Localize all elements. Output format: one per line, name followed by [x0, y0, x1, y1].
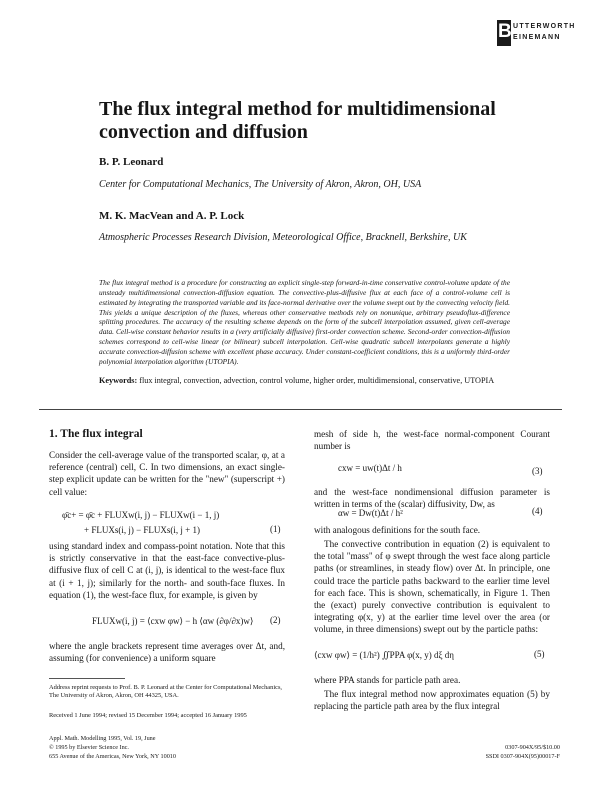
left-paragraph-2: using standard index and compass-point notation. Note that this is strictly conservative in that the east-face convective-plus-diffusive flux of cell C at (i, j), is identical to the west-face flux at (i + 1, j); similarly for the north- and south-face fluxes. In equation (1), the west-face flux, for example, is given by — [49, 541, 285, 600]
publisher-logo — [497, 20, 576, 46]
footnote-address: Address reprint requests to Prof. B. P. Leonard at the Center for Computational Mechanics, The University of Akron, Akron, OH 44325, USA. — [49, 684, 283, 700]
equation-5-number: (5) — [534, 649, 545, 659]
footer-copyright: © 1995 by Elsevier Science Inc. — [49, 744, 129, 751]
equation-1-number: (1) — [270, 524, 281, 534]
equation-5: ⟨cxw φw⟩ = (1/h²) ∬PPA φ(x, y) dξ dη — [314, 650, 454, 660]
equation-3-number: (3) — [532, 466, 543, 476]
section-heading: 1. The flux integral — [49, 428, 143, 440]
left-paragraph-1: Consider the cell-average value of the transported scalar, φ, at a reference (central) cell, C. In two dimensions, an exact single-step explicit update can be written for the "new" (superscript +) cell value: — [49, 450, 285, 497]
right-paragraph-6: The flux integral method now approximates equation (5) by replacing the particle path area by the flux integral — [314, 689, 550, 712]
right-paragraph-4: The convective contribution in equation (2) is equivalent to the total "mass" of φ swept through the west face along particle paths (or streamlines, in steady flow) over Δt. In principle, one could trace the particle paths backward to the earlier time level for each face. This is shown, schematically, in Figure 1. Then the (exact) purely convective contribution is equivalent to integrating φ(x, y) at the earlier time level over the area (or volume, in three dimensions) swept out by the particle paths: — [314, 539, 550, 635]
footnote-received: Received 1 June 1994; revised 15 December 1994; accepted 16 January 1995 — [49, 712, 247, 719]
author-1: B. P. Leonard — [99, 156, 164, 168]
logo-mark: BH — [497, 20, 511, 46]
footer-ssdi: SSDI 0307-904X(95)00017-F — [485, 753, 560, 760]
equation-2: FLUXw(i, j) = ⟨cxw φw⟩ − h ⟨αw (∂φ/∂x)w⟩ — [92, 616, 254, 626]
keywords — [99, 376, 510, 387]
right-paragraph-2: and the west-face nondimensional diffusion parameter is written in terms of the (scalar) diffusivity, Dw, as — [314, 487, 550, 510]
logo-text-line2: EINEMANN — [513, 34, 561, 41]
equation-3: cxw = uw(t)Δt / h — [338, 463, 402, 473]
equation-1-line1: φ̄c+ = φ̄c + FLUXw(i, j) − FLUXw(i − 1, j) — [62, 510, 220, 520]
keywords-label: Keywords: — [99, 376, 138, 385]
equation-4: αw = Dw(t)Δt / h² — [338, 508, 403, 518]
footer-journal: Appl. Math. Modelling 1995, Vol. 19, June — [49, 735, 156, 742]
equation-1-line2: + FLUXs(i, j) − FLUXs(i, j + 1) — [84, 525, 200, 535]
right-paragraph-1: mesh of side h, the west-face normal-component Courant number is — [314, 429, 550, 452]
section-divider — [39, 409, 562, 410]
footnote-divider — [49, 678, 125, 679]
keywords-list: flux integral, convection, advection, control volume, higher order, multidimensional, conservative, UTOPIA — [139, 376, 495, 385]
logo-text-line1: UTTERWORTH — [513, 23, 576, 30]
author-2: M. K. MacVean and A. P. Lock — [99, 210, 245, 222]
equation-2-number: (2) — [270, 615, 281, 625]
equation-4-number: (4) — [532, 506, 543, 516]
right-paragraph-3: with analogous definitions for the south face. — [314, 525, 481, 535]
abstract: The flux integral method is a procedure for constructing an explicit single-step forward-in-time conservative control-volume update of the unsteady multidimensional convection-diffusion equation. The convective-plus-diffusive flux at each face of a control-volume cell is estimated by integrating the transported variable and its face-normal derivative over the volume swept out by the convecting velocity field. This yields a unique description of the fluxes, whereas other conservative methods rely on nonunique, arbitrary pseudoflux-difference splitting procedures. The accuracy of the resulting scheme depends on the form of the subcell interpolation assumed, given cell-average data. Cell-wise constant behavior results in a (very artificially diffusive) first-order convection scheme. Second-order convection-diffusion schemes correspond to cell-wise linear (or bilinear) subcell interpolation. Cell-wise quadratic subcell interpolants generate a highly accurate convection-diffusion scheme with excellent phase accuracy. Under constant-coefficient conditions, this is a uniformly third-order polynomial interpolation algorithm (UTOPIA). — [99, 278, 510, 366]
affiliation-2: Atmospheric Processes Research Division, Meteorological Office, Bracknell, Berkshire, UK — [99, 232, 467, 243]
footer-address: 655 Avenue of the Americas, New York, NY 10010 — [49, 753, 176, 760]
affiliation-1: Center for Computational Mechanics, The University of Akron, Akron, OH, USA — [99, 179, 422, 190]
left-paragraph-3: where the angle brackets represent time averages over Δt, and, assuming (for convenience) a uniform square — [49, 641, 285, 664]
right-paragraph-5: where PPA stands for particle path area. — [314, 675, 461, 685]
footer-issn: 0307-904X/95/$10.00 — [505, 744, 560, 751]
paper-title: The flux integral method for multidimensional convection and diffusion — [99, 98, 496, 143]
